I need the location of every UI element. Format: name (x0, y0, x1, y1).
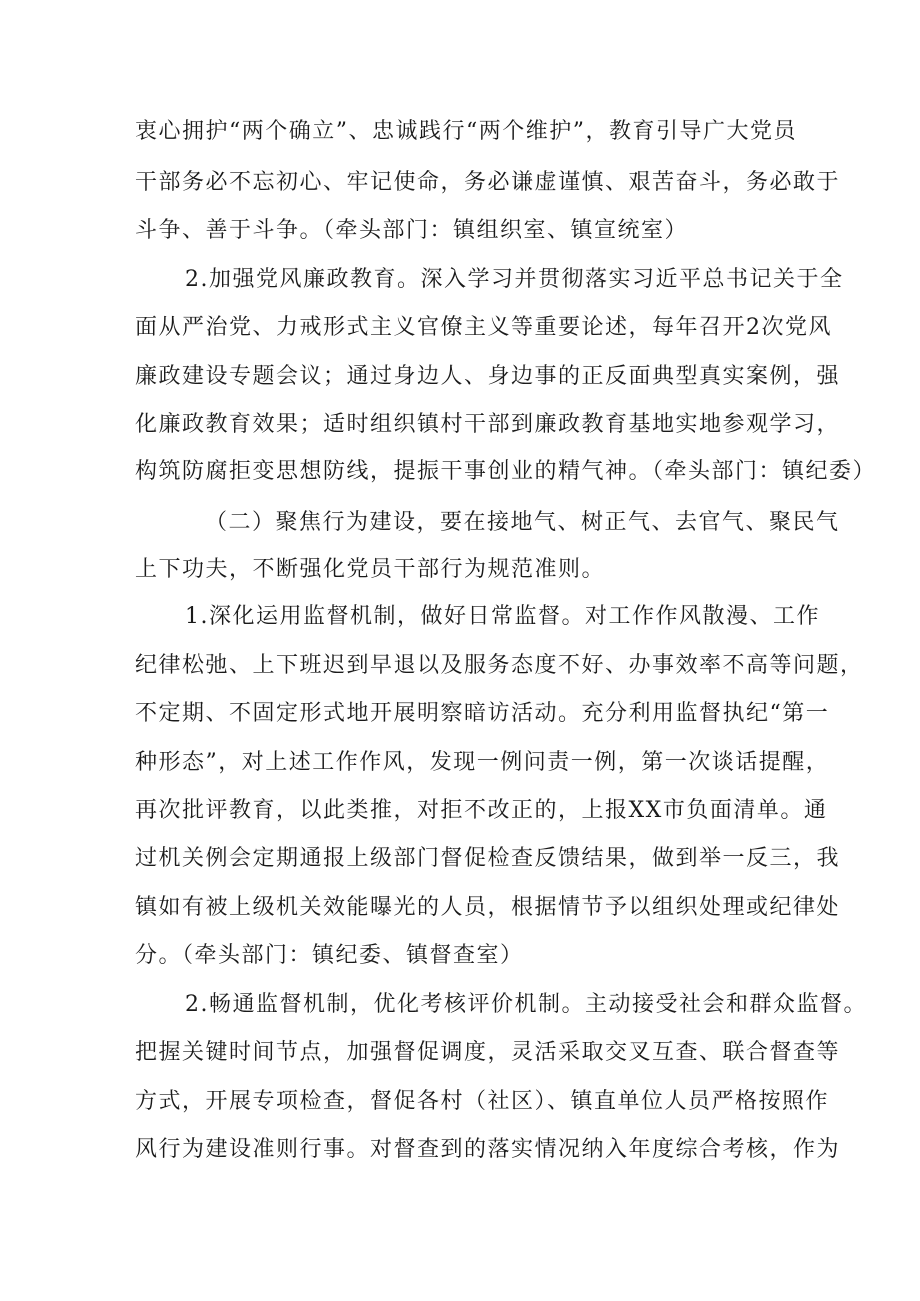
paragraph-line: 衷心拥护“两个确立”、忠诚践行“两个维护”，教育引导广大党员 (135, 119, 797, 144)
paragraph-line: 1.深化运用监督机制，做好日常监督。对工作作风散漫、工作 (185, 604, 820, 629)
paragraph-line: 方式，开展专项检查，督促各村（社区）、镇直单位人员严格按照作 (135, 1089, 830, 1114)
paragraph-line: 再次批评教育，以此类推，对拒不改正的，上报XX市负面清单。通 (135, 798, 828, 823)
paragraph-line: 不定期、不固定形式地开展明察暗访活动。充分利用监督执纪“第一 (135, 701, 830, 726)
paragraph-line: 2.畅通监督机制，优化考核评价机制。主动接受社会和群众监督。 (185, 992, 867, 1017)
paragraph-line: 干部务必不忘初心、牢记使命，务必谦虚谨慎、艰苦奋斗，务必敢于 (135, 170, 841, 195)
paragraph-line: 化廉政教育效果；适时组织镇村干部到廉政教育基地实地参观学习， (135, 412, 841, 437)
paragraph-line: 廉政建设专题会议；通过身边人、身边事的正反面典型真实案例，强 (135, 364, 841, 389)
paragraph-line: 风行为建设准则行事。对督查到的落实情况纳入年度综合考核，作为 (135, 1137, 841, 1162)
paragraph-line: 面从严治党、力戒形式主义官僚主义等重要论述，每年召开2次党风 (135, 315, 832, 340)
paragraph-line: 2.加强党风廉政教育。深入学习并贯彻落实习近平总书记关于全 (185, 267, 844, 292)
paragraph-line: 上下功夫，不断强化党员干部行为规范准则。 (135, 557, 606, 582)
paragraph-line: 构筑防腐拒变思想防线，提振干事创业的精气神。（牵头部门：镇纪委） (135, 459, 877, 484)
paragraph-line: 斗争、善于斗争。（牵头部门：镇组织室、镇宣统室） (135, 218, 689, 243)
paragraph-line: 纪律松弛、上下班迟到早退以及服务态度不好、办事效率不高等问题， (135, 653, 864, 678)
paragraph-line: 过机关例会定期通报上级部门督促检查反馈结果，做到举一反三，我 (135, 846, 841, 871)
paragraph-line: 种形态”，对上述工作作风，发现一例问责一例，第一次谈话提醒， (135, 750, 830, 775)
paragraph-line: 把握关键时间节点，加强督促调度，灵活采取交叉互查、联合督查等 (135, 1040, 841, 1065)
paragraph-line: 分。（牵头部门：镇纪委、镇督查室） (135, 943, 524, 968)
section-heading-line: （二）聚焦行为建设，要在接地气、树正气、去官气、聚民气 (205, 510, 840, 535)
paragraph-line: 镇如有被上级机关效能曝光的人员，根据情节予以组织处理或纪律处 (135, 895, 841, 920)
